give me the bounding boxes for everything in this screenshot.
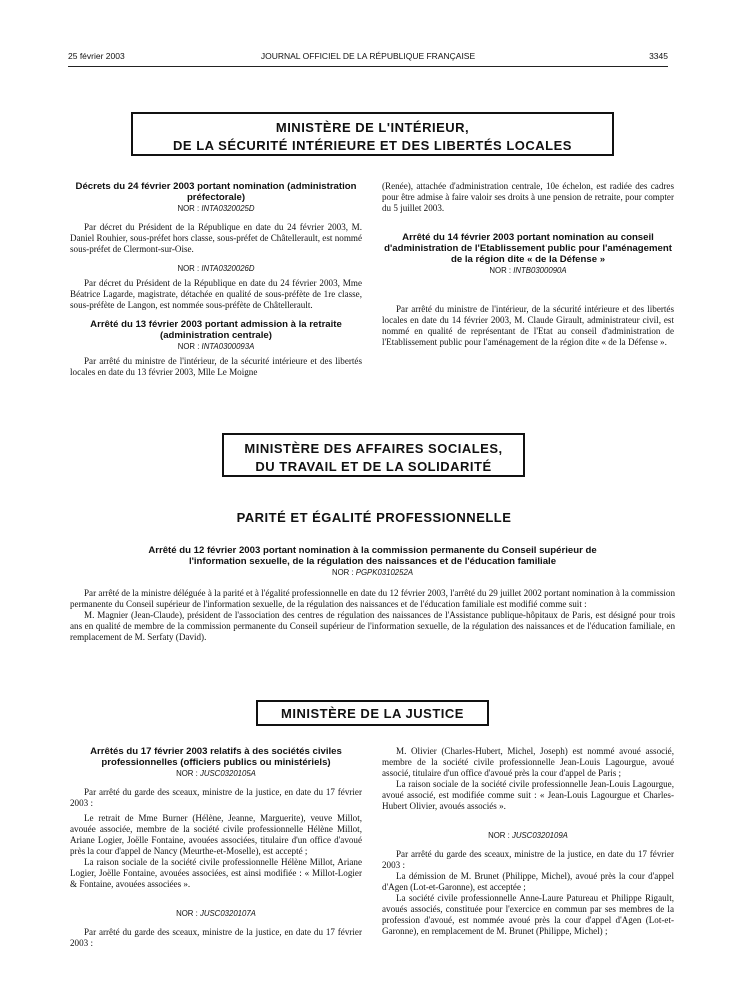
decret-paragraph-2: Par décret du Président de la République en date du 24 février 2003, Mme Béatrice Lagarde, magistrate, détachée en qualité de sous-préfète de 1re classe, sous-préfète de Langon, est nommée sous-préfète de Châtellerault. xyxy=(70,278,362,310)
arrete-defense-title: Arrêté du 14 février 2003 portant nomination au conseil d'administration de l'Etablissement public pour l'aménagement de la région dite « de la Défense » xyxy=(384,232,672,265)
parite-paragraph-1: Par arrêté de la ministre déléguée à la parité et à l'égalité professionnelle en date du 12 février 2003, l'arrêté du 29 juillet 2002 portant nomination à la commission permanente du Conseil supérieur de l'information sexuelle, de la régulation des naissances et de l'éducation familiale est modifié comme suit : xyxy=(70,588,675,609)
interior-right-column xyxy=(382,181,674,348)
nor-line: NOR : JUSC0320107A xyxy=(176,909,256,918)
parite-block xyxy=(70,545,675,643)
justice-right-paragraph-5: La société civile professionnelle Anne-Laure Patureau et Philippe Rigault, avoués associés, constituée pour l'exercice en commun par ses membres de la profession d'avoué, est nommée avoué près la cour d'appel d'Agen (Lot-et-Garonne), en remplacement de M. Brunet (Philippe, Michel) ; xyxy=(382,893,674,936)
nor-line: NOR : INTA0320025D xyxy=(177,204,255,213)
ministry-social-line2: DU TRAVAIL ET DE LA SOLIDARITÉ xyxy=(255,459,492,474)
arrete-retraite-title: Arrêté du 13 février 2003 portant admission à la retraite (administration centrale) xyxy=(90,319,342,341)
nor-line: NOR : INTA0320026D xyxy=(177,264,255,273)
decret-paragraph-1: Par décret du Président de la République en date du 24 février 2003, M. Daniel Rouhier, sous-préfet hors classe, sous-préfet de Châtellerault, est nommé sous-préfet de Clermont-sur-Oise. xyxy=(70,222,362,254)
nor-line: NOR : INTA0300093A xyxy=(177,342,255,351)
justice-right-paragraph-2: La raison sociale de la société civile professionnelle Jean-Louis Lagourgue, avoué associé, est modifiée comme suit : « Jean-Louis Lagourgue et Charles-Hubert Olivier, avoués associés ». xyxy=(382,779,674,811)
arrete-retraite-continuation: (Renée), attachée d'administration centrale, 10e échelon, est radiée des cadres pour être admise à faire valoir ses droits à une pension de retraite, pour compter du 5 juillet 2003. xyxy=(382,181,674,213)
justice-right-column xyxy=(382,746,674,937)
running-header xyxy=(68,51,668,65)
justice-paragraph-3: La raison sociale de la société civile professionnelle Hélène Millot, Ariane Logier, Joëlle Fontaine, avouées associées, est ainsi modifiée : « Millot-Logier & Fontaine, avouées associées ». xyxy=(70,857,362,889)
interior-left-column xyxy=(70,181,362,378)
ministry-justice-line1: MINISTÈRE DE LA JUSTICE xyxy=(281,706,464,721)
nor-line: NOR : JUSC0320105A xyxy=(176,769,256,778)
justice-right-paragraph-1: M. Olivier (Charles-Hubert, Michel, Joseph) est nommé avoué associé, membre de la société civile professionnelle Jean-Louis Lagourgue, avoué associé, titulaire d'un office d'avoué près la cour d'appel de Paris ; xyxy=(382,746,674,778)
ministry-interior-line1: MINISTÈRE DE L'INTÉRIEUR, xyxy=(275,120,470,135)
nor-line: NOR : PGPK0310252A xyxy=(331,568,414,577)
justice-right-paragraph-3: Par arrêté du garde des sceaux, ministre de la justice, en date du 17 février 2003 : xyxy=(382,849,674,870)
justice-right-paragraph-4: La démission de M. Brunet (Philippe, Michel), avoué près la cour d'appel d'Agen (Lot-et-Garonne), est acceptée ; xyxy=(382,871,674,892)
justice-arretes-title: Arrêtés du 17 février 2003 relatifs à des sociétés civiles professionnelles (officiers publics ou ministériels) xyxy=(90,746,342,768)
journal-title: JOURNAL OFFICIEL DE LA RÉPUBLIQUE FRANÇAISE xyxy=(260,51,476,61)
ministry-interior-line2: DE LA SÉCURITÉ INTÉRIEURE ET DES LIBERTÉS LOCALES xyxy=(173,138,572,153)
ministry-social-affairs-box xyxy=(222,433,525,477)
ministry-social-line1: MINISTÈRE DES AFFAIRES SOCIALES, xyxy=(244,441,503,456)
arrete-defense-paragraph: Par arrêté du ministre de l'intérieur, de la sécurité intérieure et des libertés locales en date du 14 février 2003, M. Claude Girault, administrateur civil, est nommé en qualité de représentant de l'Etat au conseil d'administration de l'Etablissement public pour l'aménagement de la région dite « de la Défense ». xyxy=(382,304,674,347)
header-rule xyxy=(68,66,668,67)
section-heading-parite: PARITÉ ET ÉGALITÉ PROFESSIONNELLE xyxy=(236,510,512,525)
justice-paragraph-4: Par arrêté du garde des sceaux, ministre de la justice, en date du 17 février 2003 : xyxy=(70,927,362,948)
parite-paragraph-2: M. Magnier (Jean-Claude), président de l'association des centres de régulation des naissances de l'Assistance publique-hôpitaux de Paris, est désigné pour trois ans en qualité de membre de la commission permanente du Conseil supérieur de l'information sexuelle, de la régulation des naissances et de l'éducation familiale, en remplacement de M. Serfaty (David). xyxy=(70,610,675,642)
justice-left-column xyxy=(70,746,362,949)
justice-paragraph-2: Le retrait de Mme Burner (Hélène, Jeanne, Marguerite), veuve Millot, avouée associée, membre de la société civile professionnelle Hélène Millot, Ariane Logier, Joëlle Fontaine, avouées associées, titulaire d'un office d'avoué près la cour d'appel de Nancy (Meurthe-et-Moselle), est accepté ; xyxy=(70,813,362,856)
arrete-retraite-paragraph: Par arrêté du ministre de l'intérieur, de la sécurité intérieure et des libertés locales en date du 13 février 2003, Mlle Le Moigne xyxy=(70,356,362,377)
parite-arrete-title: Arrêté du 12 février 2003 portant nomination à la commission permanente du Conseil supérieur de l'information sexuelle, de la régulation des naissances et de l'éducation familiale xyxy=(148,545,597,567)
nor-line: NOR : JUSC0320109A xyxy=(488,831,568,840)
page-number: 3345 xyxy=(649,51,668,61)
header-date: 25 février 2003 xyxy=(68,51,125,61)
ministry-justice-box xyxy=(256,700,489,726)
justice-paragraph-1: Par arrêté du garde des sceaux, ministre de la justice, en date du 17 février 2003 : xyxy=(70,787,362,808)
nor-line: NOR : INTB0300090A xyxy=(489,266,567,275)
ministry-interior-box xyxy=(131,112,614,156)
decrets-title: Décrets du 24 février 2003 portant nomination (administration préfectorale) xyxy=(75,181,357,203)
